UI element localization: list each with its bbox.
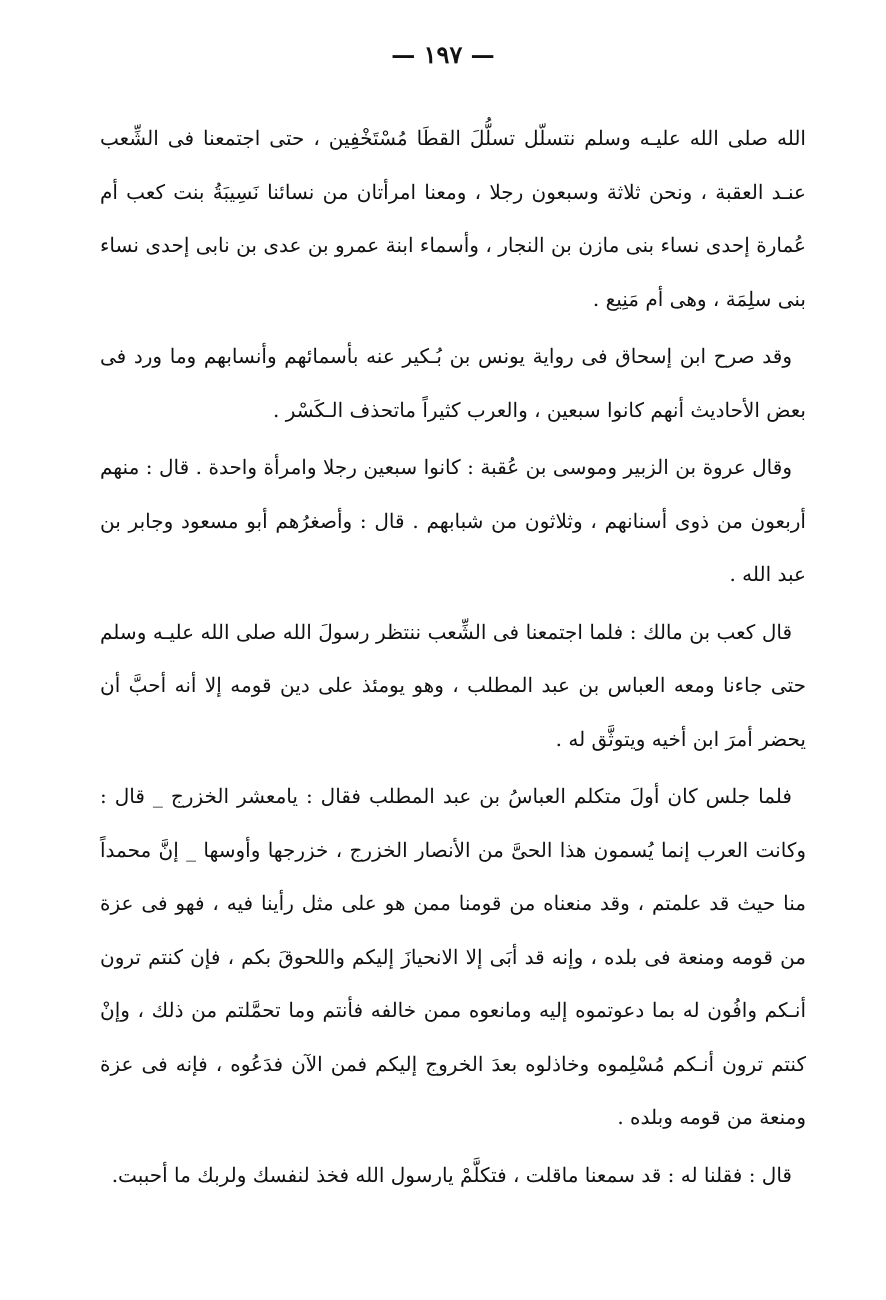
page-number: — ١٩٧ — xyxy=(391,40,495,69)
paragraph-1: الله صلى الله عليـه وسلم نتسلّل تسلُّلَ القطَا مُسْتَخْفِين ، حتى اجتمعنا فى الشِّعب عنـد العقبة ، ونحن ثلاثة وسبعون رجلا ، ومعنا امرأتان من نسائنا نَسِيبَةُ بنت كعب أم عُمارة إحدى نساء بنى مازن بن النجار ، وأسماء ابنة عمرو بن عدى بن نابى إحدى نساء بنى سلِمَة ، وهى أم مَنِيع . xyxy=(100,126,806,311)
paragraph-6: قال : فقلنا له : قد سمعنا ماقلت ، فتكلَّمْ يارسول الله فخذ لنفسك ولربك ما أحببت. xyxy=(111,1162,792,1187)
paragraph-4: قال كعب بن مالك : فلما اجتمعنا فى الشِّعب ننتظر رسولَ الله صلى الله عليـه وسلم حتى جاءنا ومعه العباس بن عبد المطلب ، وهو يومئذ على دين قومه إلا أنه أحبَّ أن يحضر أمرَ ابن أخيه ويتوثَّق له . xyxy=(100,619,806,751)
page-body xyxy=(100,112,806,1202)
paragraph-2: وقد صرح ابن إسحاق فى رواية يونس بن بُـكير عنه بأسمائهم وأنسابهم وما ورد فى بعض الأحاديث أنهم كانوا سبعين ، والعرب كثيراً ماتحذف الـكَسْر . xyxy=(100,344,806,422)
paragraph-3: وقال عروة بن الزبير وموسى بن عُقبة : كانوا سبعين رجلا وامرأة واحدة . قال : منهم أربعون من ذوى أسنانهم ، وثلاثون من شبابهم . قال : وأصغرُهم أبو مسعود وجابر بن عبد الله . xyxy=(100,455,806,586)
paragraph-5: فلما جلس كان أولَ متكلم العباسُ بن عبد المطلب فقال : يامعشر الخزرج _ قال : وكانت العرب إنما يُسمون هذا الحىَّ من الأنصار الخزرج ، خزرجها وأوسها _ إنَّ محمداً منا حيث قد علمتم ، وقد منعناه من قومنا ممن هو على مثل رأينا فيه ، فهو فى عزة من قومه ومنعة فى بلده ، وإنه قد أبَى إلا الانحيازَ إليكم واللحوقَ بكم ، فإن كنتم ترون أنـكم وافُون له بما دعوتموه إليه ومانعوه ممن خالفه فأنتم وما تحمَّلتم من ذلك ، وإنْ كنتم ترون أنـكم مُسْلِموه وخاذلوه بعدَ الخروج إليكم فمن الآن فدَعُوه ، فإنه فى عزة ومنعة من قومه وبلده . xyxy=(100,784,807,1129)
